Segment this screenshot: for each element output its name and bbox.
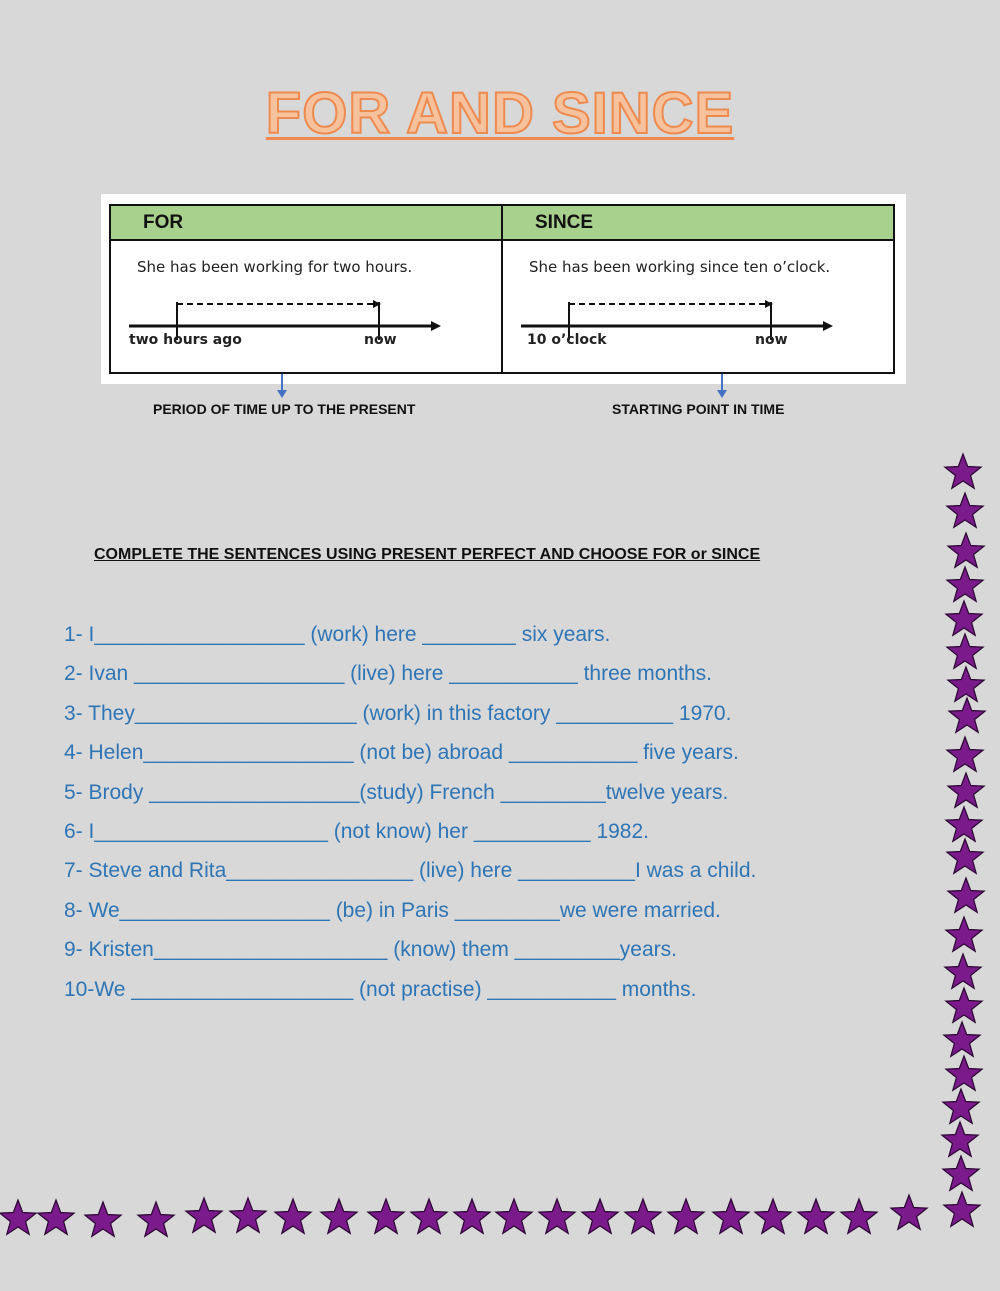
since-header: SINCE [503,206,893,241]
star-icon [947,634,983,668]
exercise-instruction: COMPLETE THE SENTENCES USING PRESENT PERFECT AND CHOOSE FOR or SINCE [94,546,761,563]
exercise-item: 8- We__________________ (be) in Paris _________we were married. [64,898,721,922]
star-icon [949,698,985,732]
star-icon [946,917,982,951]
exercise-item: 6- I____________________ (not know) her __________ 1982. [64,819,649,843]
star-icon [275,1199,311,1233]
star-icon [946,988,982,1022]
exercise-item: 7- Steve and Rita________________ (live) here __________I was a child. [64,859,757,883]
since-start-label: 10 o’clock [527,332,607,348]
star-icon [943,1156,979,1190]
star-icon [942,1122,978,1156]
for-header: FOR [111,206,501,241]
exercise-item: 1- I__________________ (work) here ________ six years. [64,623,611,646]
since-caption: STARTING POINT IN TIME [612,401,785,417]
star-icon [539,1199,575,1233]
star-icon [230,1198,266,1232]
star-icon [947,567,983,601]
star-icon [411,1199,447,1233]
star-icon [668,1199,704,1233]
star-icon [948,667,984,701]
star-icon [946,601,982,635]
for-start-label: two hours ago [129,332,242,348]
star-icon [945,954,981,988]
star-icon [713,1199,749,1233]
star-icon [38,1200,74,1234]
since-end-label: now [755,332,788,348]
star-icon [186,1198,222,1232]
star-icon [454,1199,490,1233]
exercise-item: 4- Helen__________________ (not be) abroad ___________ five years. [64,741,739,765]
star-icon [755,1199,791,1233]
star-icon [798,1199,834,1233]
since-example-sentence: She has been working since ten o’clock. [529,258,831,276]
worksheet-title: FOR AND SINCE [265,81,735,146]
for-end-label: now [364,332,397,348]
star-icon [321,1199,357,1233]
star-icon [946,807,982,841]
star-icon [948,878,984,912]
star-icon [891,1195,927,1229]
star-icon [138,1202,174,1236]
for-example-sentence: She has been working for two hours. [137,258,413,276]
star-icon [946,1056,982,1090]
star-icon [944,1022,980,1056]
star-icon [625,1199,661,1233]
exercise-item: 10-We ___________________ (not practise) ___________ months. [64,977,697,1001]
star-icon [841,1199,877,1233]
exercise-item: 9- Kristen____________________ (know) them _________years. [64,938,677,962]
star-icon [0,1200,36,1234]
star-icon [85,1202,121,1236]
star-icon [948,773,984,807]
exercise-item: 3- They___________________ (work) in this factory __________ 1970. [64,701,732,725]
star-icon [943,1089,979,1123]
exercise-item: 5- Brody __________________(study) French _________twelve years. [64,780,729,804]
star-icon [947,737,983,771]
star-icon [496,1199,532,1233]
star-icon [945,454,981,488]
for-caption: PERIOD OF TIME UP TO THE PRESENT [153,401,416,417]
star-icon [944,1192,980,1226]
star-icon [368,1199,404,1233]
star-icon [948,533,984,567]
star-icon [947,839,983,873]
star-icon [582,1199,618,1233]
exercise-item: 2- Ivan __________________ (live) here ___________ three months. [64,662,712,686]
star-icon [947,493,983,527]
